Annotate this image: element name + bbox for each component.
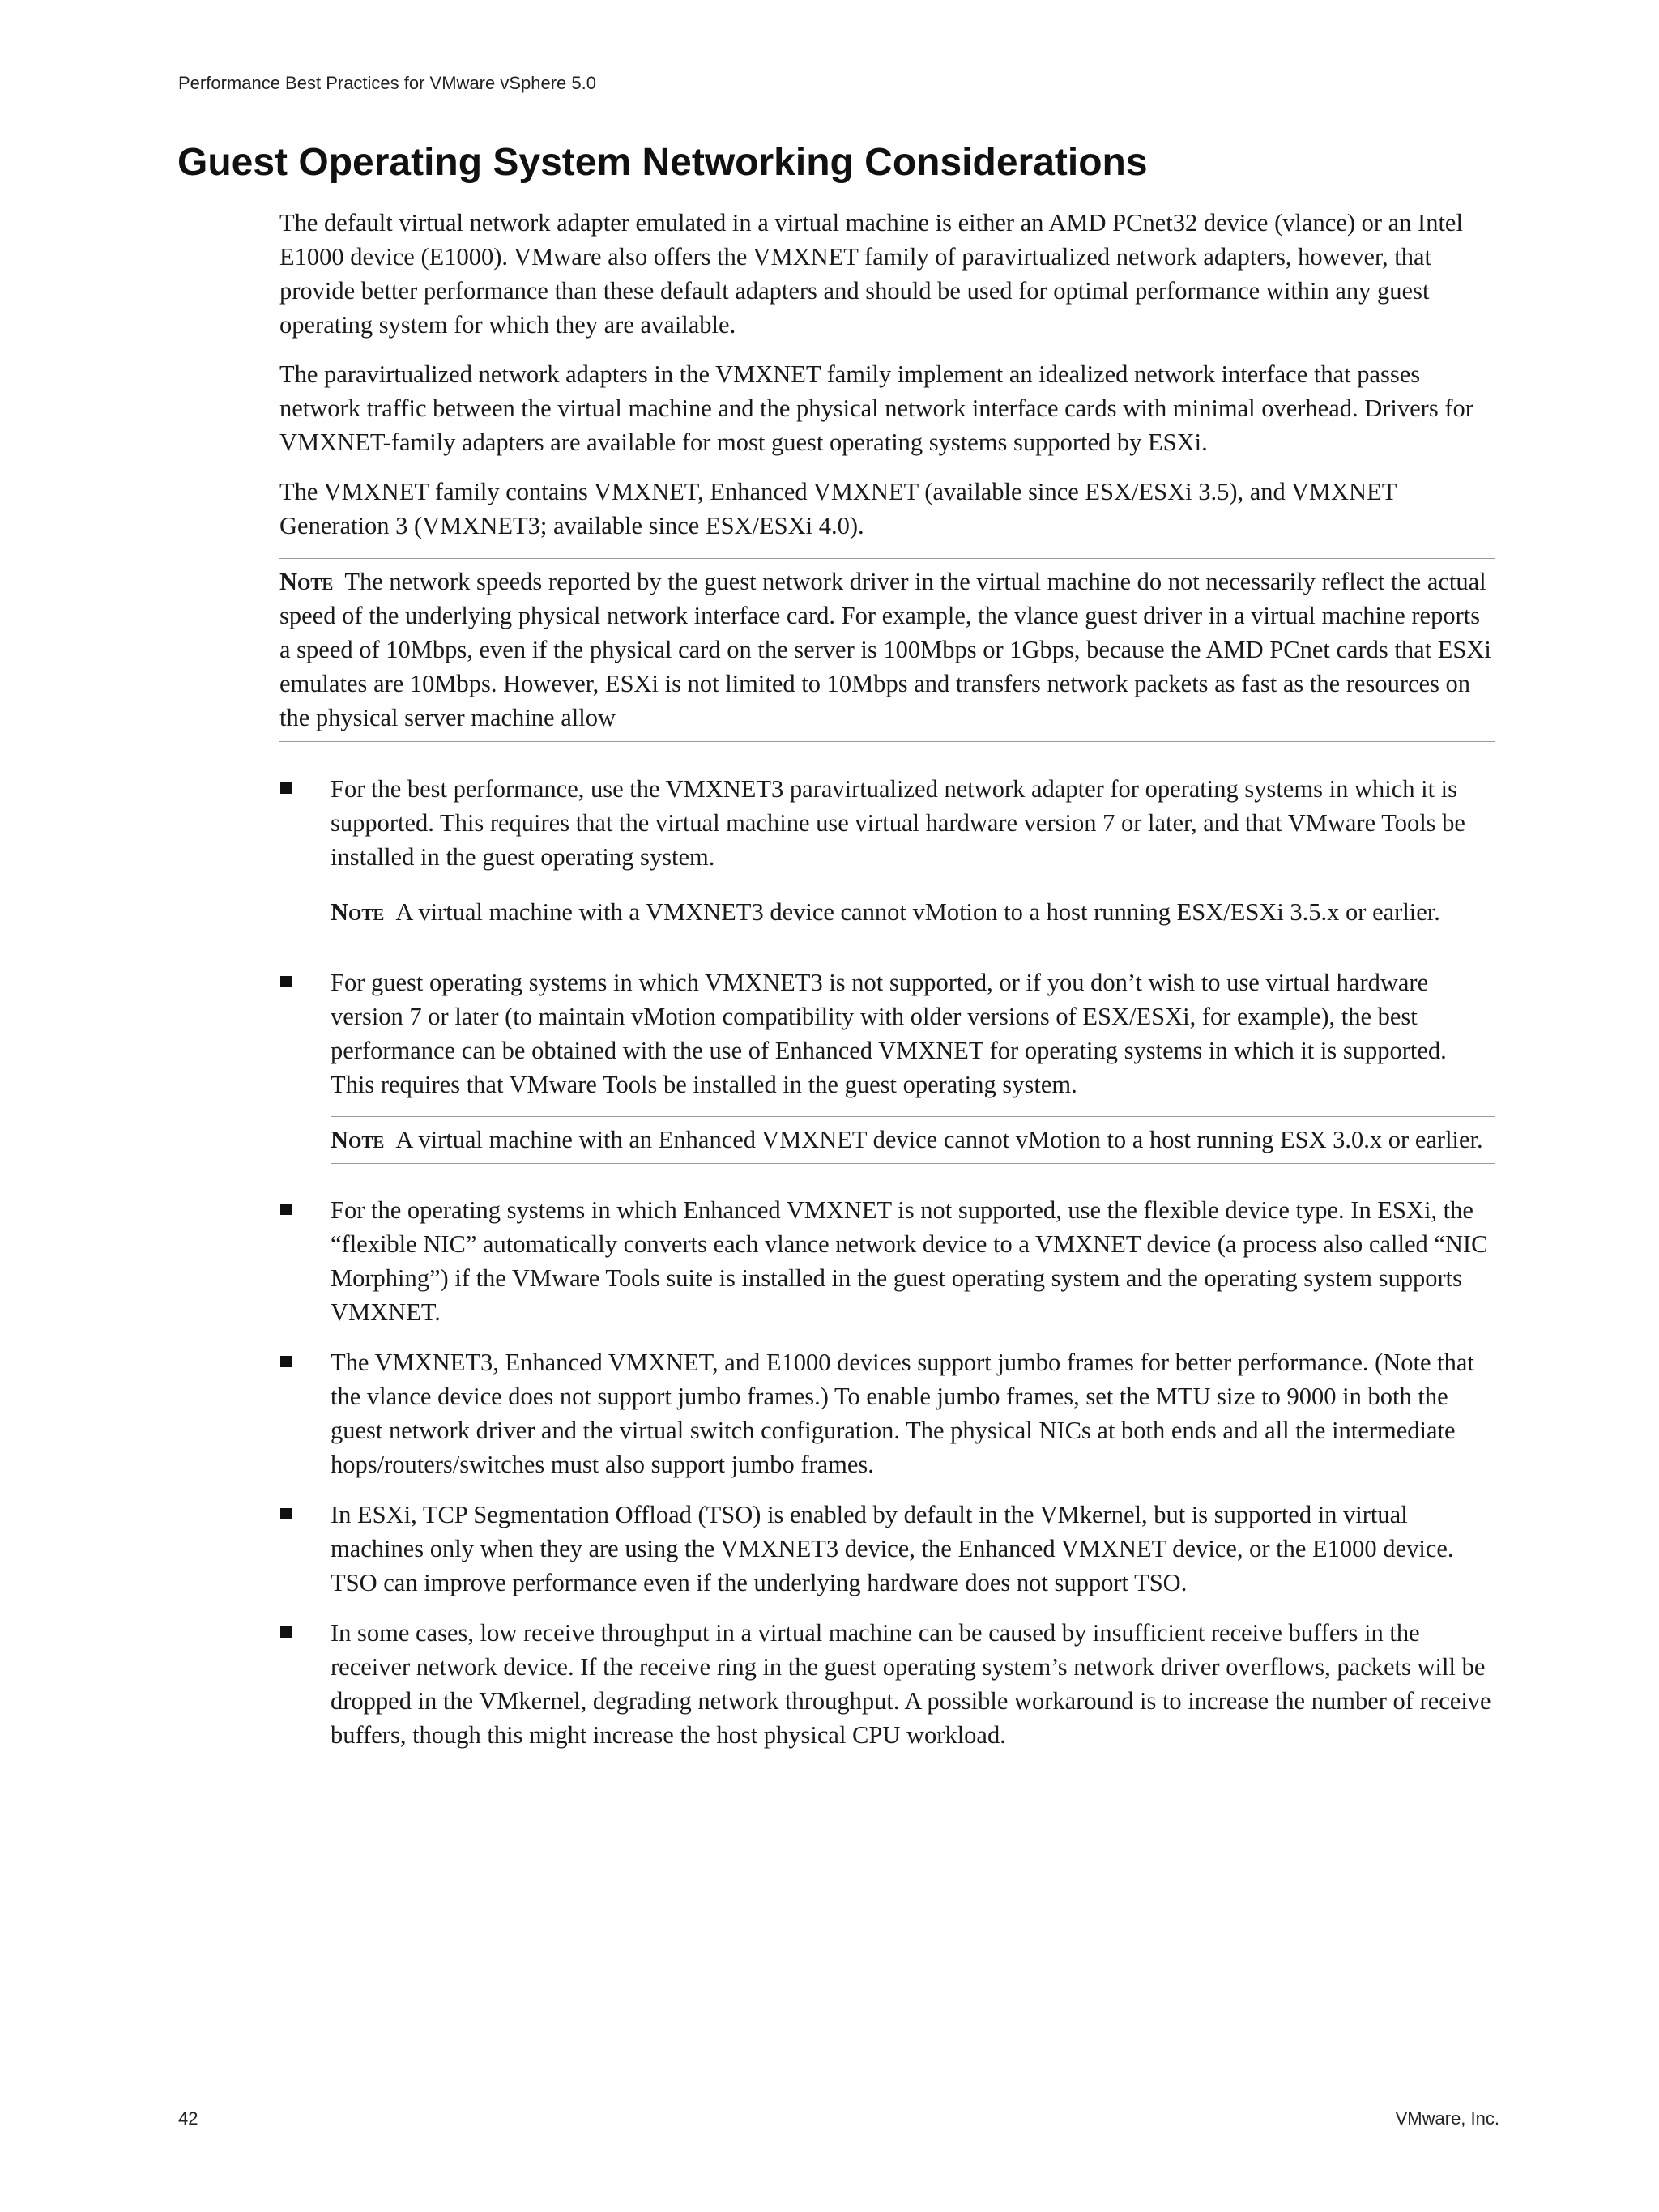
note-network-speeds	[279, 558, 1495, 742]
list-item-text: In ESXi, TCP Segmentation Offload (TSO) is enabled by default in the VMkernel, but is supported in virtual machines only when they are using the VMXNET3 device, the Enhanced VMXNET device, or the E1000 device. TSO can improve performance even if the underlying hardware does not support TSO.	[331, 1501, 1454, 1596]
note-label: Note	[279, 568, 334, 595]
page-number: 42	[178, 2108, 198, 2129]
list-item	[279, 1616, 1495, 1752]
list-item-text: In some cases, low receive throughput in a virtual machine can be caused by insufficient receive buffers in the receiver network device. If the receive ring in the guest operating system’s network driver overflows, packets will be dropped in the VMkernel, degrading network throughput. A possible workaround is to increase the number of receive buffers, though this might increase the host physical CPU workload.	[331, 1619, 1491, 1749]
list-item-text: For the best performance, use the VMXNET3 paravirtualized network adapter for operating systems in which it is supported. This requires that the virtual machine use virtual hardware version 7 or later, and that VMware Tools be installed in the guest operating system.	[331, 775, 1465, 871]
list-item-text: For guest operating systems in which VMXNET3 is not supported, or if you don’t wish to use virtual hardware version 7 or later (to maintain vMotion compatibility with older versions of ESX/ESXi, for example), the best performance can be obtained with the use of Enhanced VMXNET for operating systems in which it is supported. This requires that VMware Tools be installed in the guest operating system.	[331, 969, 1447, 1098]
list-item	[279, 965, 1495, 1164]
square-bullet-icon	[280, 1204, 292, 1215]
page-title: Guest Operating System Networking Considerations	[177, 141, 1148, 184]
note-text: A virtual machine with a VMXNET3 device cannot vMotion to a host running ESX/ESXi 3.5.x or earlier.	[395, 898, 1440, 926]
list-item	[279, 1498, 1495, 1600]
list-item	[279, 1345, 1495, 1481]
note-text: The network speeds reported by the guest network driver in the virtual machine do not necessarily reflect the actual speed of the underlying physical network interface card. For example, the vlance guest driver in a virtual machine reports a speed of 10Mbps, even if the physical card on the server is 100Mbps or 1Gbps, because the AMD PCnet cards that ESXi emulates are 10Mbps. However, ESXi is not limited to 10Mbps and transfers network packets as fast as the resources on the physical server machine allow	[279, 568, 1491, 731]
bullet-list	[279, 772, 1495, 1752]
note-label: Note	[331, 898, 385, 926]
intro-paragraph: The default virtual network adapter emulated in a virtual machine is either an AMD PCnet32 device (vlance) or an Intel E1000 device (E1000). VMware also offers the VMXNET family of paravirtualized network adapters, however, that provide better performance than these default adapters and should be used for optimal performance within any guest operating system for which they are available.	[279, 209, 1463, 339]
note-text: A virtual machine with an Enhanced VMXNET device cannot vMotion to a host running ESX 3.0.x or earlier.	[395, 1126, 1483, 1153]
note-label: Note	[331, 1126, 385, 1153]
list-item-text: For the operating systems in which Enhanced VMXNET is not supported, use the flexible device type. In ESXi, the “flexible NIC” automatically converts each vlance network device to a VMXNET device (a process also called “NIC Morphing”) if the VMware Tools suite is installed in the guest operating system and the operating system supports VMXNET.	[331, 1196, 1488, 1326]
square-bullet-icon	[280, 1356, 292, 1367]
note-enhanced-vmxnet	[331, 1116, 1495, 1164]
note-vmxnet3	[331, 889, 1495, 936]
square-bullet-icon	[280, 782, 292, 794]
intro-paragraph: The VMXNET family contains VMXNET, Enhanced VMXNET (available since ESX/ESXi 3.5), and VMXNET Generation 3 (VMXNET3; available since ESX/ESXi 4.0).	[279, 478, 1397, 539]
list-item	[279, 772, 1495, 936]
square-bullet-icon	[280, 1626, 292, 1638]
square-bullet-icon	[280, 976, 292, 987]
list-item	[279, 1193, 1495, 1329]
footer-company: VMware, Inc.	[1395, 2108, 1499, 2129]
body-content	[279, 206, 1495, 1768]
square-bullet-icon	[280, 1508, 292, 1519]
list-item-text: The VMXNET3, Enhanced VMXNET, and E1000 devices support jumbo frames for better performance. (Note that the vlance device does not support jumbo frames.) To enable jumbo frames, set the MTU size to 9000 in both the guest network driver and the virtual switch configuration. The physical NICs at both ends and all the intermediate hops/routers/switches must also support jumbo frames.	[331, 1349, 1474, 1478]
running-header: Performance Best Practices for VMware vSphere 5.0	[178, 73, 596, 93]
intro-paragraph: The paravirtualized network adapters in the VMXNET family implement an idealized network interface that passes network traffic between the virtual machine and the physical network interface cards with minimal overhead. Drivers for VMXNET-family adapters are available for most guest operating systems supported by ESXi.	[279, 360, 1473, 456]
